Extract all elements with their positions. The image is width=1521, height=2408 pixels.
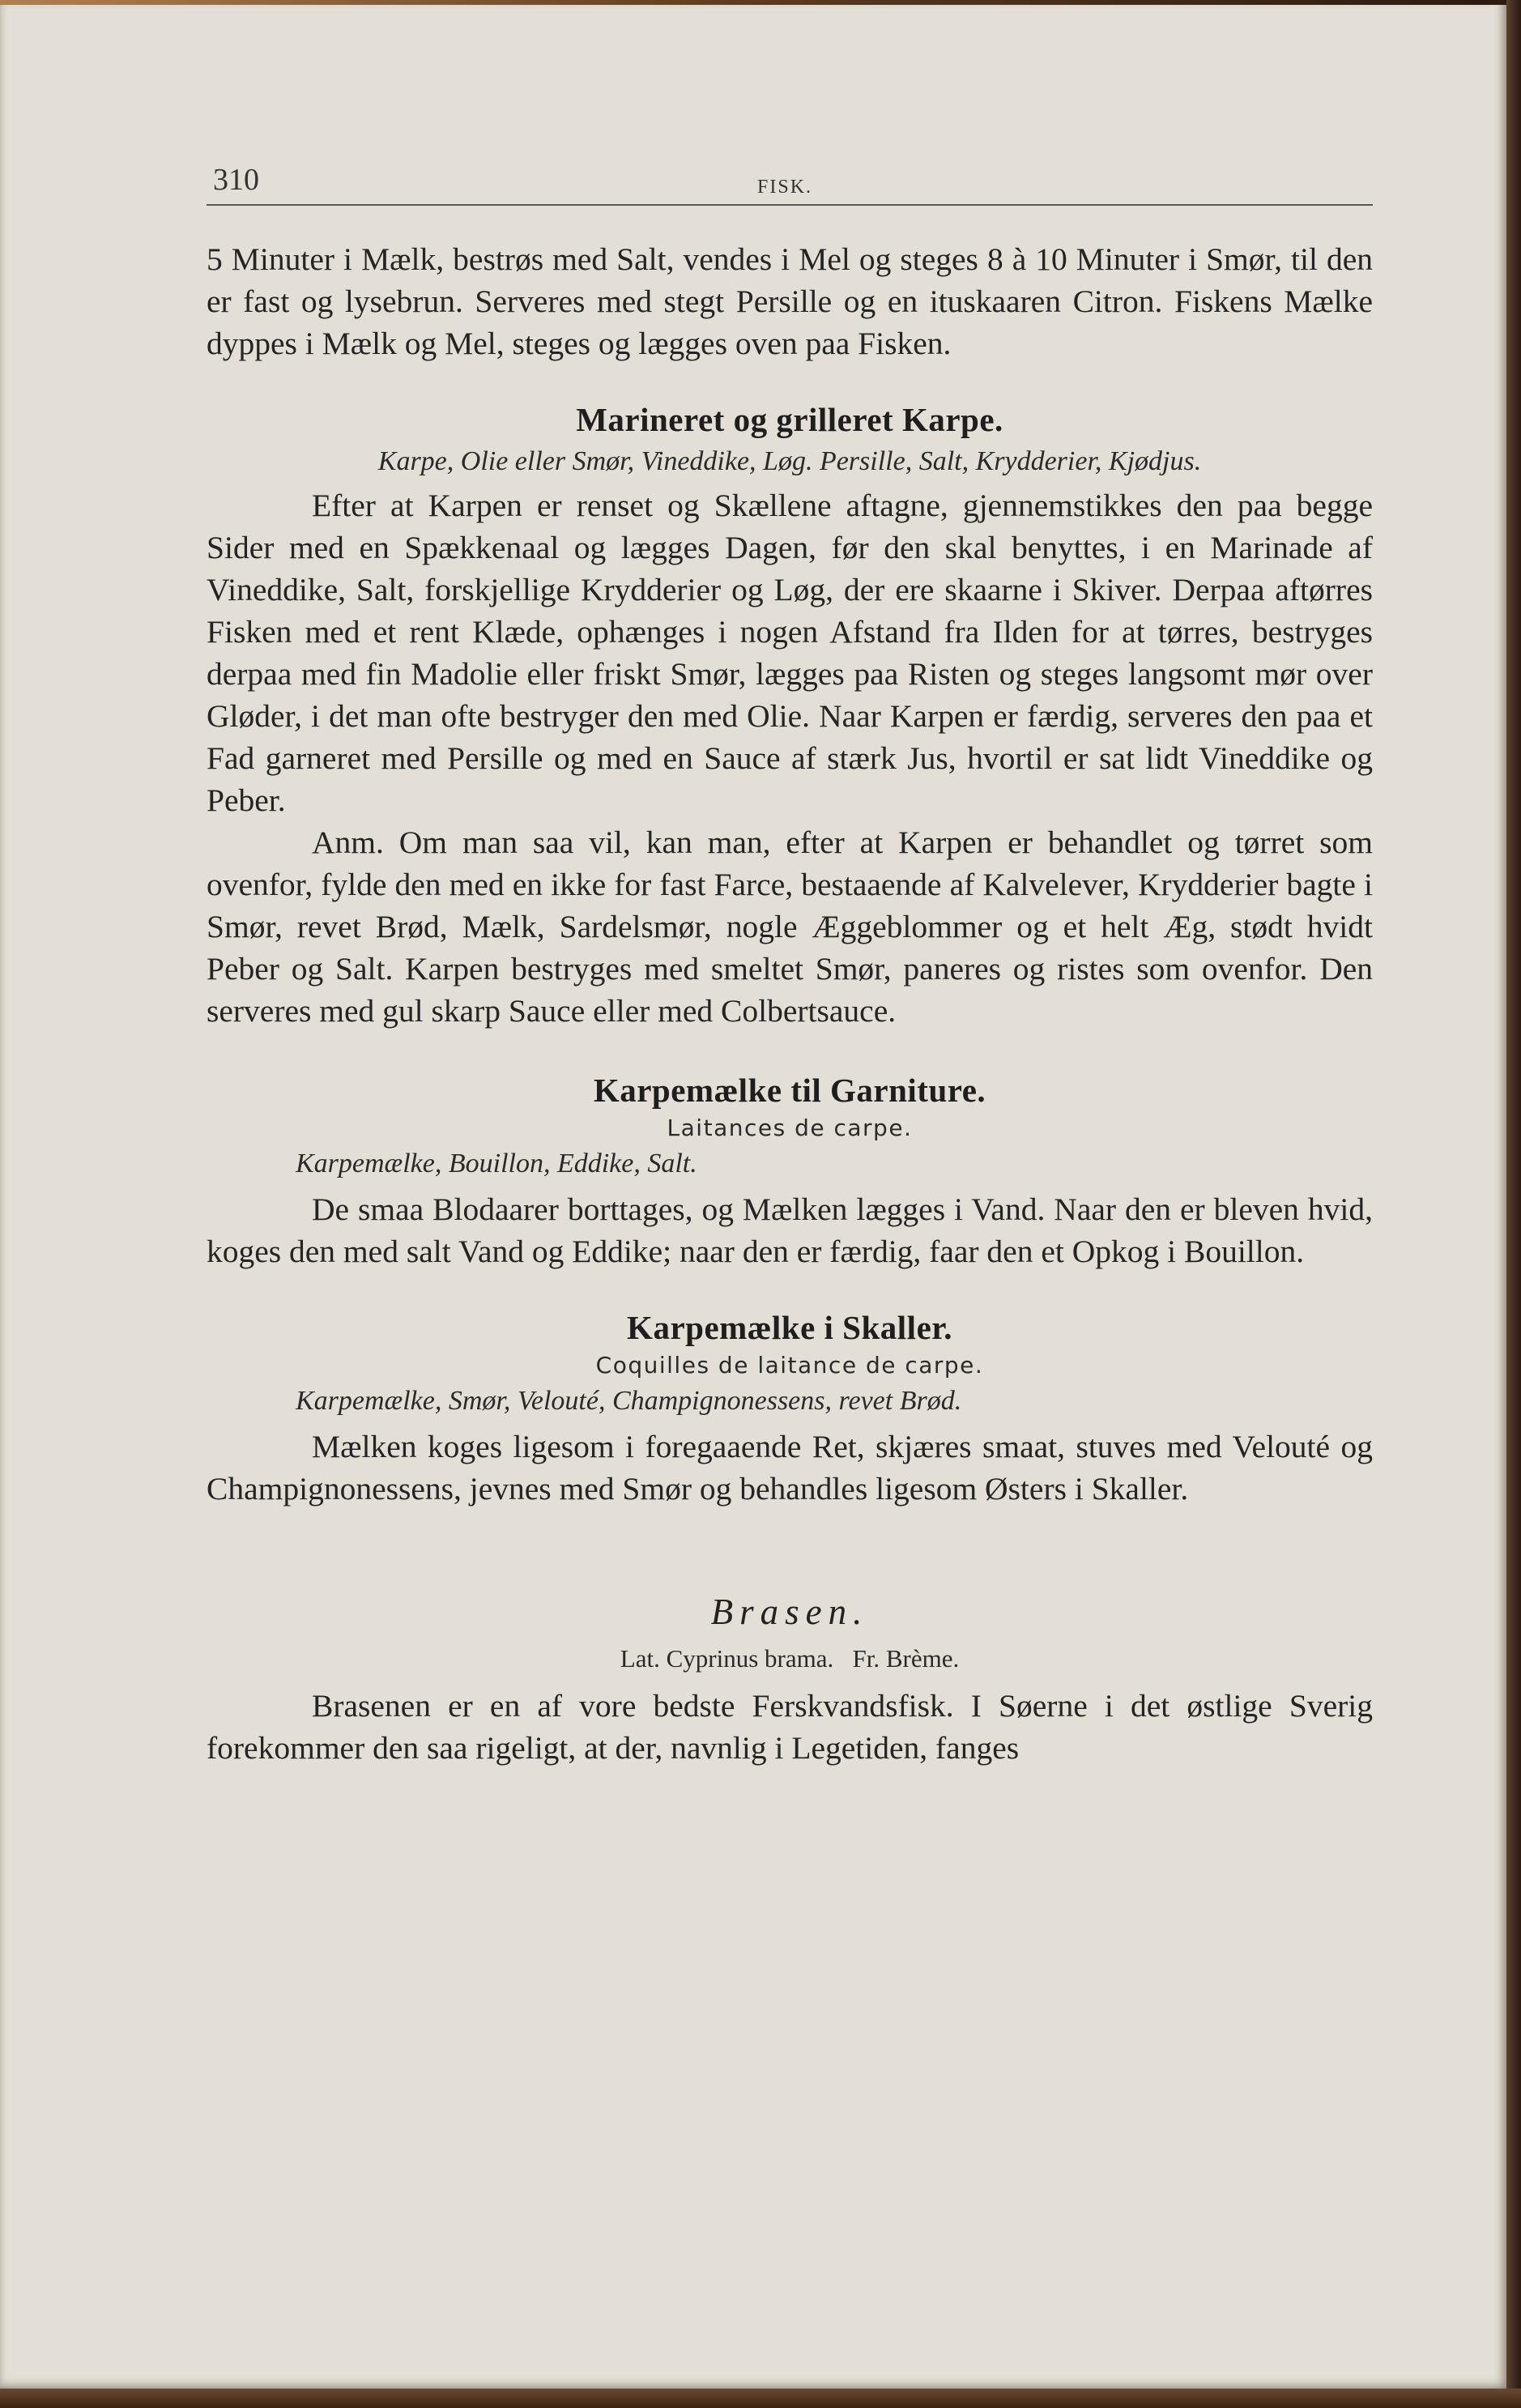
page-top-edge (0, 0, 1521, 5)
section-paragraph: Brasenen er en af vore bedste Ferskvandsfisk. I Søerne i det østlige Sverig forekommer den saa rigeligt, at der, navnlig i Legetiden, fanges (207, 1688, 1373, 1766)
recipe-paragraph: De smaa Blodaarer borttages, og Mælken lægges i Vand. Naar den er bleven hvid, koges den med salt Vand og Eddike; naar den er færdig, faar den et Opkog i Bouillon. (207, 1191, 1373, 1269)
recipe-note-paragraph: Anm. Om man saa vil, kan man, efter at Karpen er behandlet og tørret som ovenfor, fylde den med en ikke for fast Farce, bestaaende af Kalvelever, Krydderier bagte i Smør, revet Brød, Mælk, Sardelsmør, nogle Æggeblommer og et helt Æg, stødt hvidt Peber og Salt. Karpen bestryges med smeltet Smør, paneres og ristes som ovenfor. Den serveres med gul skarp Sauce eller med Colbertsauce. (207, 825, 1373, 1029)
recipe-title: Karpemælke i Skaller. (627, 1309, 952, 1346)
section-title: Brasen. (710, 1592, 869, 1632)
recipe-ingredients: Karpemælke, Smør, Velouté, Champignonessens, revet Brød. (296, 1386, 962, 1416)
recipe-paragraph: Mælken koges ligesom i foregaaende Ret, skjæres smaat, stuves med Velouté og Champignonessens, jevnes med Smør og behandles ligesom Østers i Skaller. (207, 1429, 1373, 1507)
recipe-ingredients: Karpemælke, Bouillon, Eddike, Salt. (296, 1149, 697, 1178)
page-content (207, 154, 1373, 1769)
recipe-title: Marineret og grilleret Karpe. (576, 401, 1003, 438)
recipe-paragraph: Efter at Karpen er renset og Skællene aftagne, gjennemstikkes den paa begge Sider med en Spækkenaal og lægges Dagen, før den skal benyttes, i en Marinade af Vineddike, Salt, forskjellige Krydderier og Løg, der ere skaarne i Skiver. Derpaa aftørres Fisken med et rent Klæde, ophænges i nogen Afstand fra Ilden for at tørres, bestryges derpaa med fin Madolie eller friskt Smør, lægges paa Risten og steges langsomt mør over Gløder, i det man ofte bestryger den med Olie. Naar Karpen er færdig, serveres den paa et Fad garneret med Persille og med en Sauce af stærk Jus, hvortil er sat lidt Vineddike og Peber. (207, 488, 1373, 818)
page-bottom-edge (0, 2389, 1521, 2408)
intro-paragraph: 5 Minuter i Mælk, bestrøs med Salt, vendes i Mel og steges 8 à 10 Minuter i Smør, til den er fast og lysebrun. Serveres med stegt Persille og en ituskaaren Citron. Fiskens Mælke dyppes i Mælk og Mel, steges og lægges oven paa Fisken. (207, 241, 1373, 361)
running-head: FISK. (757, 177, 813, 198)
recipe-subtitle: Coquilles de laitance de carpe. (595, 1352, 984, 1379)
page-header (207, 154, 1373, 206)
section-latin-names: Lat. Cyprinus brama. Fr. Brème. (620, 1644, 960, 1673)
recipe-ingredients: Karpe, Olie eller Smør, Vineddike, Løg. Persille, Salt, Krydderier, Kjødjus. (377, 446, 1202, 476)
recipe-title: Karpemælke til Garniture. (593, 1072, 986, 1109)
book-spine (1506, 0, 1521, 2408)
recipe-subtitle: Laitances de carpe. (667, 1114, 913, 1141)
page-number: 310 (213, 163, 259, 197)
